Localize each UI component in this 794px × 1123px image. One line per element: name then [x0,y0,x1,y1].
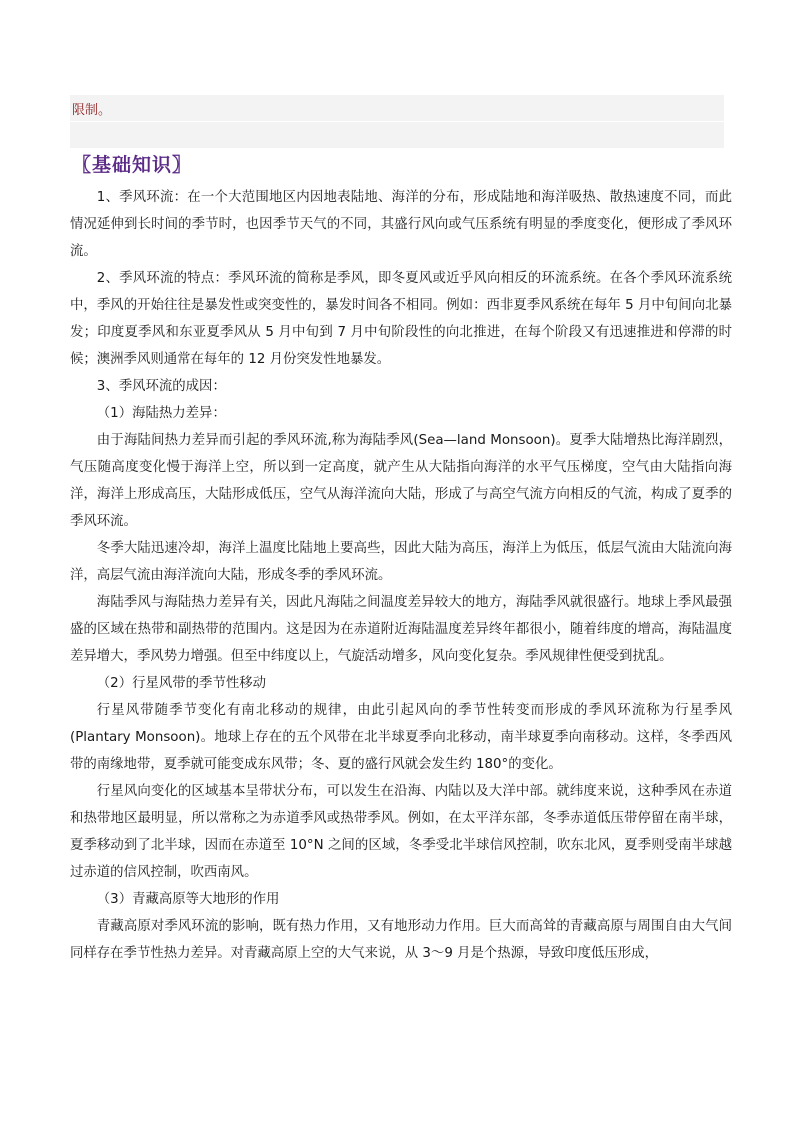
previous-section-box [70,95,724,148]
subheading-plateau: （3）青藏高原等大地形的作用 [96,892,280,907]
paragraph-land-sea-winter: 冬季大陆迅速冷却，海洋上温度比陆地上要高些，因此大陆为高压，海洋上为低压，低层气流由大陆流向海洋，高层气流由海洋流向大陆，形成冬季的季风环流。 [70,541,732,583]
paragraph-characteristics: 2、季风环流的特点：季风环流的简称是季风，即冬夏风或近乎风向相反的环流系统。在各个季风环流系统中，季风的开始往往是暴发性或突变性的，暴发时间各不相同。例如：西非夏季风系统在每年 5 月中旬间向北暴发；印度夏季风和东亚夏季风从 5 月中旬到 7 月中旬阶段性的向北推进，在每个阶段又有迅速推进和停滞的时候；澳洲季风则通常在每年的 12 月份突发性地暴发。 [70,271,732,367]
paragraph-planetary-distribution: 行星风向变化的区域基本呈带状分布，可以发生在沿海、内陆以及大洋中部。就纬度来说，这种季风在赤道和热带地区最明显，所以常称之为赤道季风或热带季风。例如，在太平洋东部，冬季赤道低压带停留在南半球，夏季移动到了北半球，因而在赤道至 10°N 之间的区域，冬季受北半球信风控制，吹东北风，夏季则受南半球越过赤道的信风控制，吹西南风。 [70,784,732,880]
paragraph-land-sea-distribution: 海陆季风与海陆热力差异有关，因此凡海陆之间温度差异较大的地方，海陆季风就很盛行。地球上季风最强盛的区域在热带和副热带的范围内。这是因为在赤道附近海陆温度差异终年都很小，随着纬度的增高，海陆温度差异增大，季风势力增强。但至中纬度以上，气旋活动增多，风向变化复杂。季风规律性便受到扰乱。 [70,595,732,664]
paragraph-plateau: 青藏高原对季风环流的影响，既有热力作用，又有地形动力作用。巨大而高耸的青藏高原与周围自由大气间同样存在季节性热力差异。对青藏高原上空的大气来说，从 3～9 月是个热源，导致印度低压形成， [70,919,732,961]
previous-section-text: 限制。 [72,103,112,118]
subheading-planetary-wind: （2）行星风带的季节性移动 [96,676,267,691]
subheading-land-sea: （1）海陆热力差异： [96,406,226,421]
box-divider [70,121,724,122]
document-body [70,184,732,967]
section-title: 〖基础知识〗 [72,154,193,176]
paragraph-definition: 1、季风环流：在一个大范围地区内因地表陆地、海洋的分布，形成陆地和海洋吸热、散热速度不同，而此情况延伸到长时间的季节时，也因季节天气的不同，其盛行风向或气压系统有明显的季度变化，便形成了季风环流。 [70,190,732,259]
paragraph-planetary-monsoon: 行星风带随季节变化有南北移动的规律，由此引起风向的季节性转变而形成的季风环流称为行星季风(Plantary Monsoon)。地球上存在的五个风带在北半球夏季向北移动，南半球夏季向南移动。这样，冬季西风带的南缘地带，夏季就可能变成东风带；冬、夏的盛行风就会发生约 180°的变化。 [70,703,732,772]
paragraph-causes-heading: 3、季风环流的成因： [96,379,226,394]
paragraph-land-sea-summer: 由于海陆间热力差异而引起的季风环流,称为海陆季风(Sea—land Monsoon)。夏季大陆增热比海洋剧烈，气压随高度变化慢于海洋上空，所以到一定高度，就产生从大陆指向海洋的水平气压梯度，空气由大陆指向海洋，海洋上形成高压，大陆形成低压，空气从海洋流向大陆，形成了与高空气流方向相反的气流，构成了夏季的季风环流。 [70,433,732,529]
